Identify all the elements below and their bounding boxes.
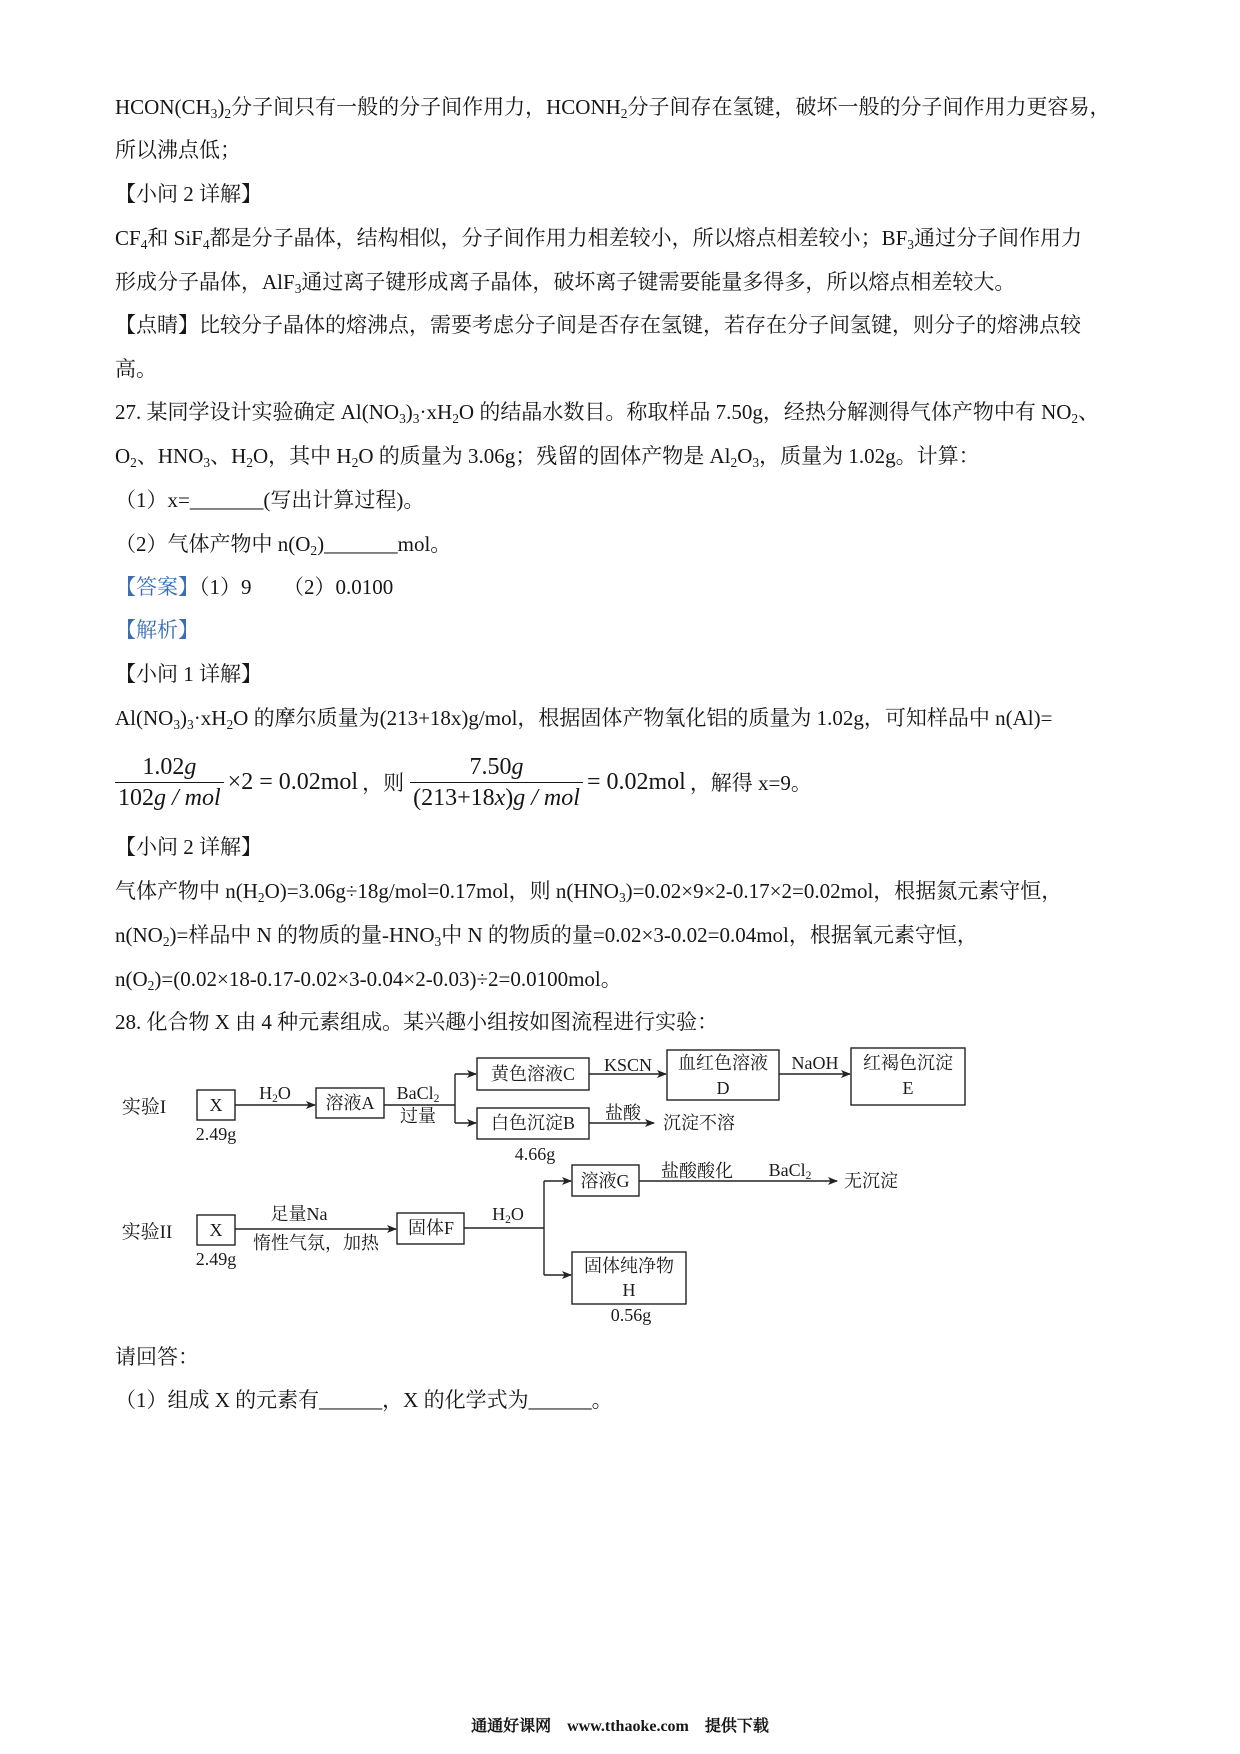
precipitate-e-letter: E	[902, 1078, 914, 1098]
text-run: 通过离子键形成离子晶体，破坏离子键需要能量多得多，所以熔点相差较大。	[301, 270, 1016, 294]
text-run: n(NO	[115, 923, 163, 947]
result-no-precipitate: 无沉淀	[844, 1171, 898, 1191]
text-run: （1）x=_______(写出计算过程)。	[115, 488, 425, 512]
subscript: 2	[1071, 410, 1079, 426]
text-run: )=样品中 N 的物质的量-HNO	[169, 923, 435, 947]
subscript: 2	[805, 1170, 812, 1183]
reagent-barium-chloride	[768, 1160, 812, 1183]
italic-run: g	[511, 753, 524, 780]
prompt-line	[115, 1343, 199, 1371]
text-run: H	[259, 1083, 273, 1103]
text-run: )	[217, 95, 225, 119]
text-run: （2）气体产物中 n(O	[115, 532, 311, 556]
text-run: ·xH	[419, 400, 453, 424]
text-run: O，其中 H	[253, 444, 352, 468]
text-run: 、	[1078, 400, 1100, 424]
solution-c-label: 黄色溶液C	[490, 1064, 576, 1084]
text-run: O	[737, 444, 753, 468]
text-run: )=0.02×9×2-0.17×2=0.02mol，根据氮元素守恒，	[625, 879, 1063, 903]
solution-d-letter: D	[716, 1078, 730, 1098]
subscript: 3	[187, 716, 194, 732]
formula-connector: ，则	[362, 771, 405, 795]
subscript: 2	[433, 1093, 440, 1106]
text-run: O 的结晶水数目。称取样品 7.50g，经热分解测得气体产物中有 NO	[458, 400, 1072, 424]
subscript: 2	[351, 454, 359, 470]
text-run: 气体产物中 n(H	[115, 879, 258, 903]
subscript: 2	[130, 454, 137, 470]
solid-h-label: 固体纯净物	[584, 1256, 674, 1276]
text-run: O 的质量为 3.06g；残留的固体产物是 Al	[358, 444, 731, 468]
text-run: O)=3.06g÷18g/mol=0.17mol，则 n(HNO	[264, 879, 619, 903]
solution-a-label: 溶液A	[325, 1093, 375, 1113]
text-run: 、H	[210, 444, 247, 468]
solution-g-label: 溶液G	[580, 1171, 630, 1191]
subscript: 3	[399, 410, 406, 426]
text-run: 、HNO	[136, 444, 204, 468]
solid-h-mass: 0.56g	[610, 1305, 652, 1325]
subscript: 2	[505, 1214, 511, 1227]
subscript: 3	[434, 933, 442, 949]
text-run: 102	[118, 784, 154, 811]
subscript: 4	[202, 236, 210, 252]
italic-run: g / mol	[154, 784, 221, 811]
text-run: )=(0.02×18-0.17-0.02×3-0.04×2-0.03)÷2=0.0100mol。	[154, 967, 622, 991]
text-run: Al(NO	[115, 706, 174, 730]
text-run: )	[505, 784, 514, 811]
text-run: CF	[115, 226, 141, 250]
text-run: 中 N 的物质的量=0.02×3-0.02=0.04mol，根据氧元素守恒，	[441, 923, 978, 947]
text-run: 分子间只有一般的分子间作用力，HCONH	[231, 95, 621, 119]
text-run: (213+18	[413, 784, 495, 811]
subscript: 2	[272, 1093, 278, 1106]
subscript: 3	[752, 454, 760, 470]
text-run: O	[510, 1204, 524, 1224]
solution-d-label: 血红色溶液	[678, 1053, 768, 1073]
reagent-kscn: KSCN	[603, 1055, 653, 1075]
text-run: O 的摩尔质量为(213+18x)g/mol，根据固体产物氧化铝的质量为 1.02g，可知样品中 n(Al)=	[233, 706, 1053, 730]
subscript: 3	[210, 105, 218, 121]
text-run: O	[115, 444, 131, 468]
text-run: 分子间存在氢键，破坏一般的分子间作用力更容易，	[627, 95, 1111, 119]
text-run: 所以沸点低；	[115, 138, 241, 162]
subscript: 2	[310, 542, 318, 558]
compound-x-label: X	[209, 1095, 223, 1115]
reagent-water	[259, 1083, 291, 1106]
text-run: 请回答：	[115, 1345, 199, 1369]
subscript: 3	[173, 716, 181, 732]
condition-inert-heat: 惰性气氛，加热	[253, 1233, 379, 1253]
text-run: ·xH	[193, 706, 227, 730]
precipitate-e-label: 红褐色沉淀	[863, 1053, 953, 1073]
text-run: 【点睛】比较分子晶体的熔沸点，需要考虑分子间是否存在氢键，若存在分子间氢键，则分子的熔沸点较	[115, 313, 1081, 337]
condition-excess: 过量	[400, 1106, 436, 1126]
reagent-barium-chloride	[396, 1083, 440, 1106]
subscript: 2	[162, 933, 170, 949]
subscript: 4	[140, 236, 148, 252]
reagent-water	[492, 1204, 524, 1227]
italic-run: g	[184, 753, 197, 780]
text-run: )_______mol。	[317, 532, 452, 556]
formula-equality: = 0.02mol	[586, 768, 686, 795]
reagent-sodium: 足量Na	[270, 1204, 328, 1224]
text-run: （1）9 （2）0.0100	[199, 575, 394, 599]
reagent-naoh: NaOH	[791, 1053, 839, 1073]
reagent-hydrochloric-acid: 盐酸	[605, 1103, 641, 1123]
subscript: 2	[257, 889, 265, 905]
subscript: 3	[907, 236, 914, 252]
sample-mass: 2.49g	[195, 1249, 237, 1269]
subscript: 2	[246, 454, 253, 470]
subscript: 2	[452, 410, 459, 426]
text-run: 【小问 1 详解】	[115, 662, 262, 686]
text-run: 高。	[115, 357, 157, 381]
text-run: 通过分子间作用力	[913, 226, 1082, 250]
result-insoluble: 沉淀不溶	[663, 1113, 735, 1133]
subscript: 2	[226, 716, 234, 732]
text-run: n(O	[115, 967, 148, 991]
text-run: 7.50	[469, 753, 512, 780]
compound-x-label: X	[209, 1220, 223, 1240]
subscript: 3	[294, 280, 302, 296]
subscript: 3	[412, 410, 420, 426]
subscript: 2	[730, 454, 738, 470]
text-run: 28. 化合物 X 由 4 种元素组成。某兴趣小组按如图流程进行实验：	[115, 1010, 719, 1034]
text-run: 形成分子晶体，AlF	[115, 270, 295, 294]
italic-run: g / mol	[513, 784, 580, 811]
subscript: 2	[620, 105, 628, 121]
text-run: HCON(CH	[115, 95, 211, 119]
section-label: 【答案】	[115, 575, 199, 599]
text-run: ，质量为 1.02g。计算：	[759, 444, 980, 468]
text-run: 和 SiF	[147, 226, 203, 250]
sample-mass: 2.49g	[195, 1124, 237, 1144]
italic-run: x	[494, 784, 506, 811]
text-run: 【小问 2 详解】	[115, 182, 262, 206]
subscript: 2	[224, 105, 232, 121]
section-label: 【解析】	[115, 618, 199, 642]
text-run: 都是分子晶体，结构相似，分子间作用力相差较小，所以熔点相差较小；BF	[209, 226, 908, 250]
precipitate-b-mass: 4.66g	[514, 1144, 556, 1164]
solid-h-letter: H	[622, 1280, 636, 1300]
precipitate-b-label: 白色沉淀B	[490, 1113, 576, 1133]
text-run: BaCl	[768, 1160, 806, 1180]
text-run: )	[180, 706, 188, 730]
text-run: 【小问 2 详解】	[115, 835, 262, 859]
subscript: 3	[618, 889, 626, 905]
text-run: )	[405, 400, 413, 424]
text-run: H	[492, 1204, 506, 1224]
formula-product: ×2 = 0.02mol	[227, 768, 359, 795]
experiment-1-label: 实验I	[121, 1097, 167, 1118]
experiment-2-label: 实验II	[121, 1222, 173, 1243]
page-footer: 通通好课网 www.tthaoke.com 提供下载	[471, 1718, 769, 1735]
text-run: BaCl	[396, 1083, 434, 1103]
solid-f-label: 固体F	[407, 1218, 455, 1238]
text-run: 1.02	[142, 753, 185, 780]
text-run: （1）组成 X 的元素有______，X 的化学式为______。	[115, 1388, 613, 1412]
text-run: 27. 某同学设计实验确定 Al(NO	[115, 400, 400, 424]
subscript: 2	[147, 977, 155, 993]
subscript: 3	[203, 454, 211, 470]
question-28-part-1	[115, 1386, 613, 1414]
text-run: O	[277, 1083, 291, 1103]
formula-result: ，解得 x=9。	[689, 771, 812, 795]
condition-acidify: 盐酸酸化	[661, 1161, 733, 1181]
